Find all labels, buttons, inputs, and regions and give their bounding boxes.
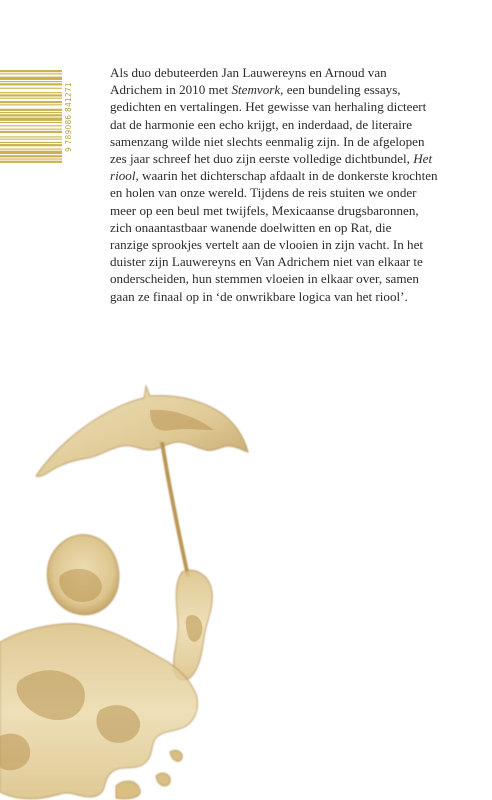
barcode-bar: [0, 104, 62, 105]
blurb-line: [110, 133, 462, 150]
blurb-line: [110, 81, 462, 98]
blurb-line: [110, 167, 462, 184]
blurb-line: [110, 150, 462, 167]
umbrella-canopy: [36, 386, 248, 477]
barcode-bar: [0, 109, 62, 111]
blurb-text-run: dat de harmonie een echo krijgt, en inderdaad, de literaire: [110, 116, 413, 132]
barcode-bar: [0, 122, 62, 123]
barcode-bar: [0, 114, 62, 116]
blurb-text-run: en holen van onze wereld. Tijdens de reis stuiten we onder: [110, 185, 417, 201]
barcode-bar: [0, 125, 62, 126]
blurb-line: [110, 116, 462, 133]
barcode-bar: [0, 88, 62, 89]
blurb-italic-text: Stemvork,: [231, 82, 284, 98]
blurb-text-run: onderscheiden, hun stemmen vloeien in elkaar over, samen: [110, 271, 419, 287]
barcode-bar: [0, 81, 62, 82]
barcode-bar: [0, 129, 62, 130]
barcode-bar: [0, 155, 62, 157]
blurb-text-run: duister zijn Lauwereyns en Van Adrichem niet van elkaar te: [110, 254, 423, 270]
barcode-bar: [0, 139, 62, 140]
barcode-bar: [0, 70, 62, 72]
blurb-line: [110, 98, 462, 115]
barcode-bar: [0, 136, 62, 137]
blurb-text-run: zes jaar schreef het duo zijn eerste volledige dichtbundel,: [110, 151, 414, 167]
blurb-text-run: meer op een beul met twijfels, Mexicaanse drugsbaronnen,: [110, 202, 419, 218]
blurb-text-run: gaan ze finaal op in ‘de onwrikbare logica van het riool’.: [110, 288, 408, 304]
barcode-bar: [0, 161, 62, 163]
blurb-italic-text: Het: [413, 151, 433, 167]
barcode-bar: [0, 92, 62, 93]
barcode-bar: [0, 73, 62, 74]
barcode-bar: [0, 118, 62, 121]
barcode: [0, 70, 62, 164]
barcode-bar: [0, 142, 62, 143]
blurb-line: [110, 270, 462, 287]
barcode-bar: [0, 149, 62, 150]
blurb-text-run: ranzige sprookjes vertelt aan de vlooien in zijn vacht. In het: [110, 237, 424, 253]
blurb-italic-text: riool,: [110, 168, 139, 184]
blurb-line: [110, 219, 462, 236]
blurb-line: [110, 253, 462, 270]
barcode-bar: [0, 144, 62, 146]
barcode-bar: [0, 158, 62, 159]
barcode-bar: [0, 94, 62, 96]
blurb-line: [110, 288, 462, 305]
barcode-bar: [0, 151, 62, 154]
barcode-bars: [0, 70, 62, 163]
blurb-line: [110, 184, 462, 201]
blurb-text-run: gedichten en vertalingen. Het gewisse van herhaling dicteert: [110, 99, 427, 115]
blurb-line: [110, 64, 462, 81]
blurb-text-run: Adrichem in 2010 met: [110, 82, 232, 98]
blurb-text-run: een bundeling essays,: [283, 82, 401, 98]
umbrella-figure-illustration: [0, 380, 320, 800]
body-stain: [0, 624, 198, 799]
blurb-line: [110, 202, 462, 219]
barcode-bar: [0, 77, 62, 80]
barcode-bar: [0, 83, 62, 85]
blurb-text-run: waarin het dichterschap afdaalt in de donkerste krochten: [138, 168, 438, 184]
umbrella-shaft: [160, 442, 190, 576]
blurb-text-run: samenzang wilde niet slechts eenmalig zijn. In de afgelopen: [110, 133, 425, 149]
barcode-digits: 9 789086 841271: [64, 82, 73, 152]
barcode-bar: [0, 112, 62, 113]
blurb-line: [110, 236, 462, 253]
blurb-text-run: zich onaantastbaar wanende doelwitten en op Rat, die: [110, 219, 392, 235]
barcode-bar: [0, 98, 62, 99]
blurb-text-run: Als duo debuteerden Jan Lauwereyns en Arnoud van: [110, 65, 387, 80]
barcode-bar: [0, 101, 62, 103]
barcode-bar: [0, 131, 62, 133]
blurb-text: [110, 64, 462, 305]
